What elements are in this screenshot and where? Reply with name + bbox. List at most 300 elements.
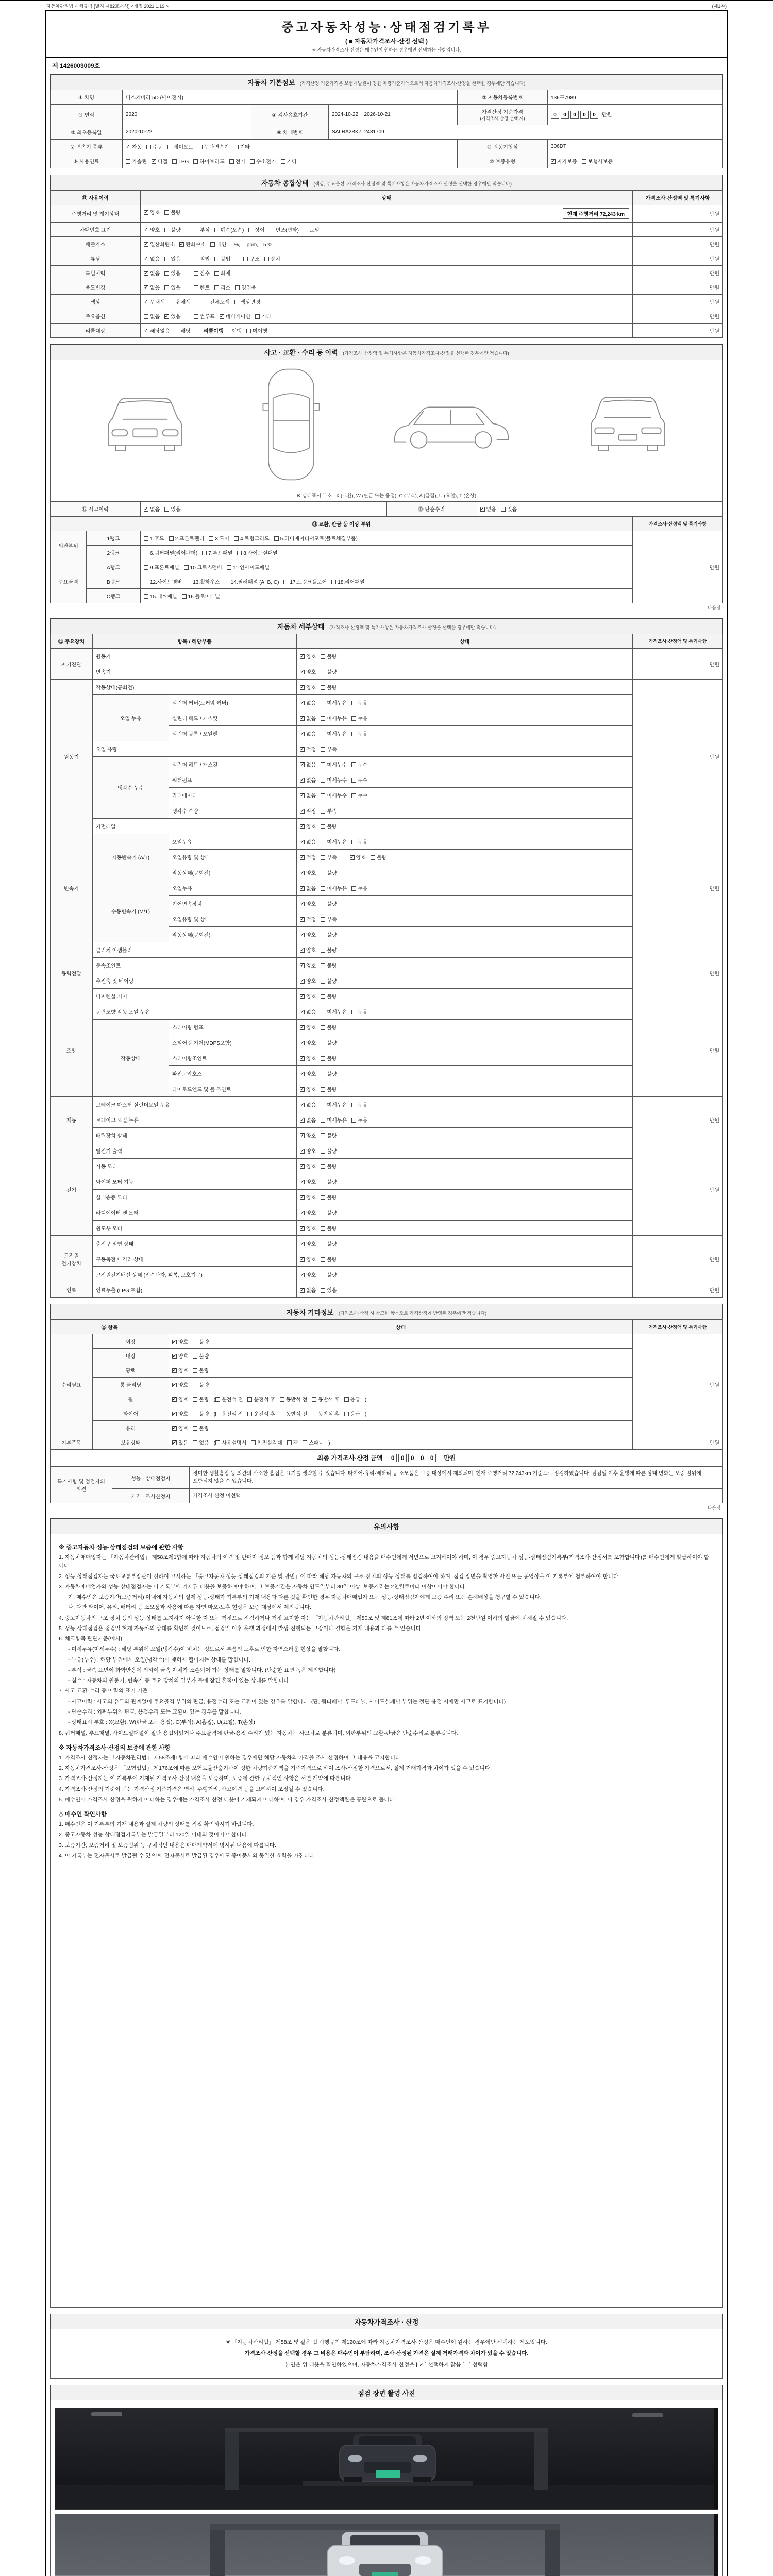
checkbox[interactable] [247, 1412, 252, 1416]
checkbox-option[interactable] [321, 1116, 347, 1124]
checkbox-option[interactable] [321, 683, 337, 691]
checkbox-option[interactable] [321, 1023, 337, 1031]
checkbox-option[interactable] [351, 730, 367, 737]
checkbox-option[interactable] [321, 668, 337, 675]
checkbox-option[interactable] [321, 730, 347, 737]
checkbox[interactable] [321, 1025, 325, 1030]
checkbox[interactable] [172, 1340, 177, 1344]
checkbox[interactable] [270, 228, 274, 232]
checkbox[interactable] [144, 314, 148, 319]
checkbox-option[interactable] [300, 1224, 316, 1232]
checkbox-option[interactable] [144, 255, 160, 262]
checkbox[interactable] [300, 716, 305, 721]
checkbox-option[interactable] [193, 1410, 209, 1417]
checkbox[interactable] [300, 732, 305, 736]
checkbox[interactable] [172, 1368, 177, 1373]
checkbox[interactable] [321, 917, 325, 922]
checkbox[interactable] [214, 228, 219, 232]
checkbox[interactable] [251, 1440, 256, 1445]
checkbox-option[interactable] [300, 1116, 316, 1124]
checkbox[interactable] [175, 329, 179, 333]
panel-checkbox-option[interactable] [202, 549, 232, 556]
checkbox-option[interactable] [193, 1438, 209, 1446]
checkbox[interactable] [184, 565, 189, 570]
checkbox-option[interactable] [280, 1410, 307, 1417]
checkbox-option[interactable] [214, 283, 230, 291]
checkbox[interactable] [144, 565, 148, 570]
checkbox-option[interactable] [246, 327, 267, 334]
checkbox[interactable] [247, 1397, 252, 1402]
checkbox-option[interactable] [300, 652, 316, 660]
checkbox-option[interactable] [144, 298, 165, 306]
checkbox[interactable] [300, 1288, 305, 1293]
checkbox-option[interactable] [144, 312, 160, 320]
checkbox-option[interactable] [321, 930, 337, 938]
checkbox[interactable] [344, 1397, 349, 1402]
checkbox-option[interactable] [321, 1162, 337, 1170]
checkbox[interactable] [215, 1397, 220, 1402]
checkbox[interactable] [210, 242, 215, 247]
checkbox-option[interactable] [300, 760, 316, 768]
checkbox[interactable] [235, 285, 240, 290]
checkbox[interactable] [234, 145, 239, 149]
checkbox[interactable] [164, 507, 169, 512]
checkbox-option[interactable] [300, 977, 316, 985]
checkbox[interactable] [351, 1010, 356, 1014]
checkbox-option[interactable] [300, 1209, 316, 1216]
checkbox[interactable] [144, 228, 148, 232]
checkbox[interactable] [321, 994, 325, 999]
checkbox-option[interactable] [321, 1100, 347, 1108]
checkbox[interactable] [351, 762, 356, 767]
checkbox-option[interactable] [300, 1008, 316, 1015]
checkbox-option[interactable] [126, 143, 142, 150]
checkbox-option[interactable] [350, 853, 366, 861]
checkbox-option[interactable] [304, 226, 320, 233]
checkbox-option[interactable] [312, 1395, 339, 1403]
checkbox-option[interactable] [300, 1270, 316, 1278]
checkbox-option[interactable] [300, 1023, 316, 1031]
checkbox[interactable] [321, 716, 325, 721]
checkbox-option[interactable] [193, 157, 224, 165]
checkbox-option[interactable] [300, 699, 316, 706]
checkbox[interactable] [321, 778, 325, 783]
checkbox[interactable] [480, 507, 485, 512]
checkbox[interactable] [179, 242, 184, 247]
checkbox[interactable] [351, 716, 356, 721]
checkbox[interactable] [172, 1412, 177, 1416]
checkbox-option[interactable] [321, 884, 347, 892]
checkbox[interactable] [351, 793, 356, 798]
checkbox[interactable] [321, 1010, 325, 1014]
checkbox[interactable] [204, 300, 208, 304]
checkbox-option[interactable] [300, 930, 316, 938]
checkbox-option[interactable] [321, 807, 337, 815]
checkbox-option[interactable] [300, 838, 316, 845]
checkbox-option[interactable] [172, 1410, 188, 1417]
checkbox-option[interactable] [303, 1438, 324, 1446]
checkbox[interactable] [237, 551, 242, 555]
checkbox[interactable] [144, 271, 148, 276]
checkbox[interactable] [321, 948, 325, 953]
checkbox-option[interactable] [351, 760, 367, 768]
checkbox[interactable] [300, 933, 305, 937]
checkbox-option[interactable] [193, 1352, 209, 1360]
checkbox[interactable] [312, 1412, 316, 1416]
checkbox-option[interactable] [321, 1131, 337, 1139]
checkbox[interactable] [321, 933, 325, 937]
checkbox-option[interactable] [300, 1147, 316, 1155]
checkbox-option[interactable] [321, 946, 337, 954]
checkbox-option[interactable] [344, 1410, 360, 1417]
checkbox[interactable] [167, 145, 172, 149]
checkbox[interactable] [164, 314, 169, 319]
checkbox[interactable] [281, 159, 285, 164]
checkbox[interactable] [321, 855, 325, 860]
checkbox[interactable] [321, 886, 325, 891]
checkbox-option[interactable] [321, 992, 337, 1000]
checkbox[interactable] [300, 1164, 305, 1169]
checkbox-option[interactable] [300, 915, 316, 923]
checkbox[interactable] [193, 1397, 197, 1402]
checkbox-option[interactable] [226, 327, 242, 334]
checkbox[interactable] [280, 1412, 284, 1416]
checkbox-option[interactable] [234, 298, 261, 306]
checkbox[interactable] [193, 1440, 197, 1445]
checkbox[interactable] [214, 257, 219, 261]
checkbox[interactable] [193, 1383, 197, 1387]
checkbox-option[interactable] [194, 255, 210, 262]
checkbox-option[interactable] [321, 791, 347, 799]
checkbox-option[interactable] [144, 283, 160, 291]
checkbox-option[interactable] [172, 1366, 188, 1374]
checkbox[interactable] [144, 536, 148, 541]
checkbox-option[interactable] [351, 1008, 367, 1015]
panel-checkbox-option[interactable] [331, 578, 365, 585]
checkbox-option[interactable] [300, 1193, 316, 1201]
checkbox-option[interactable] [300, 1240, 316, 1247]
checkbox[interactable] [300, 1149, 305, 1154]
checkbox[interactable] [300, 1195, 305, 1200]
checkbox[interactable] [300, 994, 305, 999]
checkbox-option[interactable] [194, 269, 210, 277]
checkbox-option[interactable] [194, 312, 215, 320]
checkbox-option[interactable] [300, 730, 316, 737]
checkbox-option[interactable] [300, 1255, 316, 1263]
checkbox-option[interactable] [300, 1286, 316, 1294]
checkbox[interactable] [215, 1412, 220, 1416]
checkbox-option[interactable] [501, 505, 517, 513]
checkbox[interactable] [300, 1242, 305, 1246]
checkbox[interactable] [501, 507, 506, 512]
checkbox[interactable] [126, 145, 130, 149]
checkbox[interactable] [321, 902, 325, 906]
checkbox-option[interactable] [280, 1395, 307, 1403]
checkbox-option[interactable] [164, 255, 180, 262]
checkbox[interactable] [246, 329, 251, 333]
checkbox-option[interactable] [321, 838, 347, 845]
checkbox[interactable] [344, 1412, 349, 1416]
checkbox[interactable] [321, 871, 325, 875]
checkbox-option[interactable] [172, 1395, 188, 1403]
checkbox[interactable] [321, 1072, 325, 1076]
checkbox[interactable] [194, 257, 198, 261]
checkbox[interactable] [194, 271, 198, 276]
checkbox-option[interactable] [243, 255, 259, 262]
checkbox-option[interactable] [321, 822, 337, 830]
checkbox-option[interactable] [351, 1100, 367, 1108]
checkbox-option[interactable] [321, 699, 347, 706]
checkbox[interactable] [193, 1340, 197, 1344]
checkbox-option[interactable] [126, 157, 147, 165]
checkbox-option[interactable] [300, 791, 316, 799]
checkbox-option[interactable] [300, 683, 316, 691]
checkbox[interactable] [351, 1118, 356, 1123]
checkbox-option[interactable] [300, 807, 316, 815]
checkbox-option[interactable] [248, 226, 264, 233]
checkbox[interactable] [187, 580, 191, 584]
checkbox-option[interactable] [321, 1085, 337, 1093]
checkbox[interactable] [250, 159, 255, 164]
checkbox[interactable] [215, 1440, 220, 1445]
checkbox[interactable] [164, 271, 169, 276]
checkbox[interactable] [234, 536, 239, 541]
panel-checkbox-option[interactable] [237, 549, 277, 556]
checkbox[interactable] [300, 1273, 305, 1277]
checkbox-option[interactable] [144, 505, 160, 513]
checkbox[interactable] [350, 855, 355, 860]
checkbox[interactable] [300, 762, 305, 767]
checkbox-option[interactable] [193, 1424, 209, 1432]
checkbox-option[interactable] [551, 157, 577, 165]
checkbox[interactable] [144, 300, 148, 304]
checkbox-option[interactable] [193, 1381, 209, 1388]
checkbox[interactable] [331, 580, 336, 584]
checkbox-option[interactable] [255, 312, 271, 320]
checkbox[interactable] [321, 685, 325, 690]
checkbox-option[interactable] [300, 668, 316, 675]
checkbox[interactable] [300, 654, 305, 659]
checkbox-option[interactable] [321, 961, 337, 969]
checkbox-option[interactable] [300, 1178, 316, 1185]
checkbox-option[interactable] [172, 1337, 188, 1345]
checkbox[interactable] [172, 1426, 177, 1431]
checkbox-option[interactable] [321, 1270, 337, 1278]
checkbox-option[interactable] [193, 1366, 209, 1374]
panel-checkbox-option[interactable] [225, 578, 279, 585]
panel-checkbox-option[interactable] [144, 578, 182, 585]
checkbox[interactable] [300, 871, 305, 875]
checkbox[interactable] [172, 1397, 177, 1402]
checkbox[interactable] [300, 1103, 305, 1107]
checkbox-option[interactable] [321, 776, 347, 784]
checkbox-option[interactable] [321, 760, 347, 768]
checkbox-option[interactable] [172, 1424, 188, 1432]
checkbox[interactable] [321, 840, 325, 844]
checkbox-option[interactable] [172, 1381, 188, 1388]
checkbox-option[interactable] [146, 143, 162, 150]
checkbox-option[interactable] [144, 226, 160, 233]
checkbox[interactable] [170, 300, 174, 304]
checkbox[interactable] [193, 1426, 197, 1431]
checkbox-option[interactable] [300, 900, 316, 907]
checkbox-option[interactable] [175, 327, 191, 334]
checkbox[interactable] [146, 145, 151, 149]
checkbox-option[interactable] [321, 714, 347, 722]
checkbox[interactable] [214, 271, 219, 276]
checkbox[interactable] [234, 300, 239, 304]
checkbox[interactable] [321, 809, 325, 814]
checkbox-option[interactable] [215, 1395, 243, 1403]
checkbox[interactable] [287, 1440, 292, 1445]
checkbox-option[interactable] [321, 1255, 337, 1263]
checkbox-option[interactable] [300, 1162, 316, 1170]
checkbox-option[interactable] [170, 298, 191, 306]
checkbox[interactable] [321, 979, 325, 984]
checkbox-option[interactable] [300, 1131, 316, 1139]
checkbox-option[interactable] [480, 505, 496, 513]
checkbox[interactable] [202, 551, 207, 555]
checkbox[interactable] [144, 507, 148, 512]
checkbox-option[interactable] [264, 255, 280, 262]
checkbox[interactable] [193, 1354, 197, 1359]
checkbox[interactable] [126, 159, 130, 164]
checkbox-option[interactable] [321, 1178, 337, 1185]
checkbox[interactable] [300, 1257, 305, 1262]
checkbox[interactable] [283, 580, 288, 584]
checkbox[interactable] [194, 285, 198, 290]
checkbox[interactable] [300, 855, 305, 860]
checkbox-option[interactable] [300, 1054, 316, 1062]
checkbox-option[interactable] [164, 208, 180, 216]
checkbox[interactable] [582, 159, 586, 164]
checkbox[interactable] [248, 228, 253, 232]
checkbox[interactable] [303, 1440, 307, 1445]
checkbox-option[interactable] [321, 1224, 337, 1232]
checkbox[interactable] [300, 701, 305, 705]
checkbox-option[interactable] [300, 776, 316, 784]
panel-checkbox-option[interactable] [169, 534, 205, 542]
checkbox[interactable] [300, 1118, 305, 1123]
checkbox[interactable] [172, 1383, 177, 1387]
checkbox-option[interactable] [300, 946, 316, 954]
checkbox[interactable] [172, 159, 177, 164]
checkbox-option[interactable] [321, 652, 337, 660]
checkbox[interactable] [144, 329, 148, 333]
panel-checkbox-option[interactable] [187, 578, 220, 585]
checkbox[interactable] [321, 1242, 325, 1246]
checkbox[interactable] [300, 1226, 305, 1231]
checkbox[interactable] [312, 1397, 316, 1402]
checkbox[interactable] [172, 1354, 177, 1359]
checkbox[interactable] [321, 654, 325, 659]
checkbox[interactable] [225, 580, 229, 584]
checkbox-option[interactable] [300, 992, 316, 1000]
checkbox[interactable] [304, 228, 308, 232]
checkbox-option[interactable] [344, 1395, 360, 1403]
checkbox-option[interactable] [300, 884, 316, 892]
checkbox[interactable] [300, 1180, 305, 1184]
panel-checkbox-option[interactable] [144, 534, 164, 542]
checkbox[interactable] [300, 670, 305, 674]
checkbox-option[interactable] [144, 240, 175, 248]
checkbox[interactable] [321, 1195, 325, 1200]
checkbox[interactable] [300, 1041, 305, 1045]
checkbox[interactable] [321, 670, 325, 674]
checkbox-option[interactable] [229, 157, 245, 165]
checkbox[interactable] [193, 1368, 197, 1373]
checkbox[interactable] [220, 314, 224, 319]
checkbox-option[interactable] [193, 1395, 209, 1403]
checkbox-option[interactable] [321, 900, 337, 907]
panel-checkbox-option[interactable] [182, 592, 220, 600]
checkbox-option[interactable] [172, 1352, 188, 1360]
checkbox[interactable] [300, 1056, 305, 1061]
checkbox[interactable] [194, 228, 198, 232]
checkbox-option[interactable] [321, 745, 337, 753]
checkbox-option[interactable] [321, 1039, 337, 1046]
checkbox-option[interactable] [300, 869, 316, 876]
checkbox-option[interactable] [321, 1054, 337, 1062]
checkbox-option[interactable] [351, 1116, 367, 1124]
checkbox[interactable] [194, 314, 198, 319]
checkbox[interactable] [321, 1288, 325, 1293]
checkbox-option[interactable] [321, 1209, 337, 1216]
checkbox-option[interactable] [215, 1410, 243, 1417]
checkbox[interactable] [144, 551, 148, 555]
checkbox-option[interactable] [321, 853, 337, 861]
checkbox[interactable] [198, 145, 203, 149]
checkbox-option[interactable] [321, 977, 337, 985]
checkbox-option[interactable] [321, 915, 337, 923]
checkbox-option[interactable] [220, 312, 250, 320]
checkbox-option[interactable] [321, 1240, 337, 1247]
panel-checkbox-option[interactable] [274, 534, 358, 542]
checkbox-option[interactable] [300, 822, 316, 830]
checkbox[interactable] [321, 1226, 325, 1231]
checkbox-option[interactable] [210, 240, 226, 248]
checkbox[interactable] [214, 285, 219, 290]
panel-checkbox-option[interactable] [283, 578, 327, 585]
checkbox[interactable] [300, 1025, 305, 1030]
checkbox[interactable] [300, 963, 305, 968]
checkbox-option[interactable] [144, 269, 160, 277]
checkbox[interactable] [321, 1164, 325, 1169]
panel-checkbox-option[interactable] [227, 563, 270, 571]
checkbox[interactable] [144, 257, 148, 261]
checkbox[interactable] [321, 1180, 325, 1184]
checkbox-option[interactable] [351, 776, 367, 784]
checkbox[interactable] [300, 1072, 305, 1076]
checkbox-option[interactable] [215, 1438, 246, 1446]
checkbox-option[interactable] [351, 699, 367, 706]
checkbox-option[interactable] [300, 1085, 316, 1093]
checkbox[interactable] [321, 1273, 325, 1277]
checkbox[interactable] [351, 886, 356, 891]
checkbox[interactable] [227, 565, 231, 570]
checkbox[interactable] [321, 1133, 325, 1138]
checkbox[interactable] [243, 257, 248, 261]
checkbox-option[interactable] [234, 143, 250, 150]
checkbox[interactable] [300, 1133, 305, 1138]
checkbox-option[interactable] [144, 327, 170, 334]
checkbox[interactable] [321, 1041, 325, 1045]
checkbox[interactable] [255, 314, 260, 319]
checkbox-option[interactable] [321, 1286, 337, 1294]
checkbox-option[interactable] [582, 157, 613, 165]
checkbox[interactable] [144, 285, 148, 290]
checkbox-option[interactable] [351, 838, 367, 845]
